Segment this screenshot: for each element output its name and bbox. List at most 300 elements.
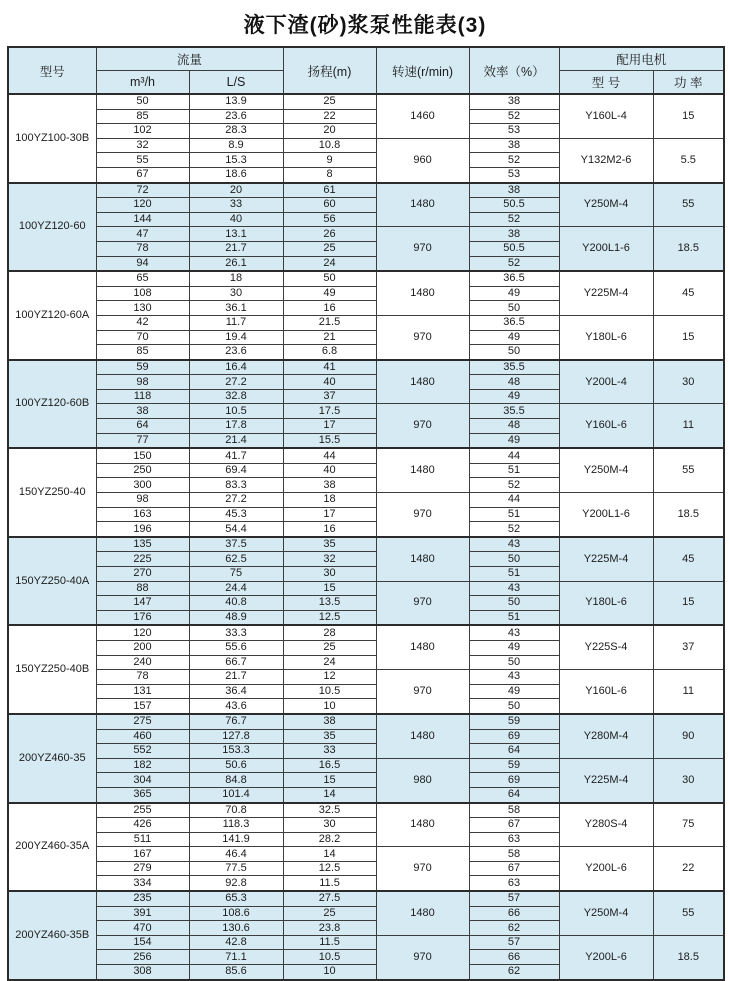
flow-ls-cell: 15.3 [189, 153, 283, 168]
flow-m3h-cell: 225 [96, 552, 189, 567]
motor-model-cell: Y200L1-6 [559, 227, 653, 271]
flow-m3h-cell: 50 [96, 94, 189, 109]
motor-power-cell: 22 [653, 847, 724, 891]
head-cell: 13.5 [283, 596, 376, 611]
table-row [8, 315, 724, 330]
flow-ls-cell: 83.3 [189, 478, 283, 493]
motor-power-cell: 15 [653, 581, 724, 625]
efficiency-cell: 44 [469, 493, 559, 508]
flow-m3h-cell: 250 [96, 463, 189, 478]
efficiency-cell: 50 [469, 699, 559, 714]
head-cell: 14 [283, 847, 376, 862]
model-group [8, 625, 724, 714]
efficiency-cell: 49 [469, 684, 559, 699]
speed-cell: 1460 [376, 94, 469, 138]
flow-ls-cell: 42.8 [189, 935, 283, 950]
table-row [8, 493, 724, 508]
head-cell: 50 [283, 271, 376, 286]
table-row [8, 138, 724, 153]
head-cell: 6.8 [283, 345, 376, 360]
head-cell: 27.5 [283, 891, 376, 906]
efficiency-cell: 67 [469, 861, 559, 876]
head-cell: 30 [283, 567, 376, 582]
motor-power-cell: 75 [653, 803, 724, 847]
speed-cell: 970 [376, 227, 469, 271]
motor-model-cell: Y225S-4 [559, 625, 653, 669]
flow-ls-cell: 27.2 [189, 375, 283, 390]
head-cell: 25 [283, 241, 376, 256]
efficiency-cell: 50 [469, 345, 559, 360]
flow-ls-cell: 37.5 [189, 537, 283, 552]
head-cell: 11.5 [283, 876, 376, 891]
head-cell: 17.5 [283, 404, 376, 419]
speed-cell: 1480 [376, 271, 469, 315]
motor-model-cell: Y160L-6 [559, 404, 653, 448]
head-cell: 38 [283, 714, 376, 729]
head-cell: 38 [283, 478, 376, 493]
efficiency-cell: 49 [469, 286, 559, 301]
flow-ls-cell: 21.7 [189, 670, 283, 685]
efficiency-cell: 51 [469, 463, 559, 478]
flow-m3h-cell: 65 [96, 271, 189, 286]
speed-cell: 970 [376, 404, 469, 448]
motor-model-cell: Y280M-4 [559, 714, 653, 758]
speed-cell: 1480 [376, 803, 469, 847]
model-cell: 100YZ120-60 [8, 183, 96, 272]
motor-power-cell: 90 [653, 714, 724, 758]
flow-m3h-cell: 200 [96, 640, 189, 655]
model-cell: 150YZ250-40B [8, 625, 96, 714]
flow-ls-cell: 65.3 [189, 891, 283, 906]
col-header-motor: 配用电机 [559, 47, 724, 71]
flow-m3h-cell: 279 [96, 861, 189, 876]
flow-m3h-cell: 38 [96, 404, 189, 419]
col-header-motor-power: 功 率 [653, 71, 724, 95]
flow-ls-cell: 130.6 [189, 921, 283, 936]
model-cell: 200YZ460-35B [8, 891, 96, 980]
flow-m3h-cell: 94 [96, 256, 189, 271]
flow-ls-cell: 33 [189, 198, 283, 213]
flow-ls-cell: 17.8 [189, 419, 283, 434]
head-cell: 12.5 [283, 610, 376, 625]
flow-m3h-cell: 154 [96, 935, 189, 950]
efficiency-cell: 52 [469, 153, 559, 168]
table-header [8, 47, 724, 94]
efficiency-cell: 66 [469, 950, 559, 965]
flow-m3h-cell: 98 [96, 375, 189, 390]
speed-cell: 980 [376, 758, 469, 802]
flow-m3h-cell: 78 [96, 241, 189, 256]
speed-cell: 960 [376, 138, 469, 182]
head-cell: 35 [283, 729, 376, 744]
motor-model-cell: Y280S-4 [559, 803, 653, 847]
efficiency-cell: 49 [469, 389, 559, 404]
flow-ls-cell: 127.8 [189, 729, 283, 744]
page-title: 液下渣(砂)浆泵性能表(3) [243, 14, 487, 37]
motor-model-cell: Y225M-4 [559, 271, 653, 315]
flow-ls-cell: 21.4 [189, 433, 283, 448]
efficiency-cell: 63 [469, 832, 559, 847]
motor-model-cell: Y132M2-6 [559, 138, 653, 182]
efficiency-cell: 49 [469, 330, 559, 345]
model-group [8, 803, 724, 892]
flow-m3h-cell: 135 [96, 537, 189, 552]
head-cell: 10.5 [283, 950, 376, 965]
head-cell: 25 [283, 94, 376, 109]
head-cell: 24 [283, 256, 376, 271]
table-row [8, 94, 724, 109]
flow-m3h-cell: 55 [96, 153, 189, 168]
head-cell: 15 [283, 581, 376, 596]
head-cell: 60 [283, 198, 376, 213]
speed-cell: 970 [376, 315, 469, 359]
flow-ls-cell: 66.7 [189, 655, 283, 670]
flow-m3h-cell: 470 [96, 921, 189, 936]
flow-ls-cell: 46.4 [189, 847, 283, 862]
head-cell: 25 [283, 640, 376, 655]
head-cell: 18 [283, 493, 376, 508]
head-cell: 24 [283, 655, 376, 670]
efficiency-cell: 59 [469, 758, 559, 773]
head-cell: 20 [283, 124, 376, 139]
table-row [8, 404, 724, 419]
flow-m3h-cell: 460 [96, 729, 189, 744]
flow-m3h-cell: 426 [96, 818, 189, 833]
head-cell: 26 [283, 227, 376, 242]
motor-power-cell: 55 [653, 183, 724, 227]
motor-model-cell: Y160L-4 [559, 94, 653, 138]
flow-ls-cell: 76.7 [189, 714, 283, 729]
flow-ls-cell: 50.6 [189, 758, 283, 773]
table-row [8, 360, 724, 375]
efficiency-cell: 63 [469, 876, 559, 891]
flow-ls-cell: 92.8 [189, 876, 283, 891]
speed-cell: 970 [376, 581, 469, 625]
flow-m3h-cell: 176 [96, 610, 189, 625]
head-cell: 40 [283, 463, 376, 478]
model-group [8, 360, 724, 449]
flow-ls-cell: 10.5 [189, 404, 283, 419]
efficiency-cell: 62 [469, 965, 559, 980]
flow-m3h-cell: 275 [96, 714, 189, 729]
head-cell: 49 [283, 286, 376, 301]
head-cell: 17 [283, 419, 376, 434]
flow-ls-cell: 26.1 [189, 256, 283, 271]
head-cell: 22 [283, 109, 376, 124]
model-cell: 200YZ460-35 [8, 714, 96, 803]
col-header-speed: 转速(r/min) [376, 47, 469, 94]
motor-power-cell: 55 [653, 891, 724, 935]
flow-m3h-cell: 32 [96, 138, 189, 153]
flow-ls-cell: 19.4 [189, 330, 283, 345]
flow-ls-cell: 32.8 [189, 389, 283, 404]
col-header-model: 型号 [8, 47, 96, 94]
model-cell: 100YZ120-60B [8, 360, 96, 449]
head-cell: 28.2 [283, 832, 376, 847]
efficiency-cell: 49 [469, 433, 559, 448]
model-cell: 100YZ120-60A [8, 271, 96, 360]
motor-model-cell: Y180L-6 [559, 315, 653, 359]
flow-ls-cell: 40.8 [189, 596, 283, 611]
flow-ls-cell: 16.4 [189, 360, 283, 375]
efficiency-cell: 51 [469, 507, 559, 522]
flow-m3h-cell: 77 [96, 433, 189, 448]
flow-m3h-cell: 304 [96, 773, 189, 788]
head-cell: 21.5 [283, 315, 376, 330]
efficiency-cell: 57 [469, 891, 559, 906]
head-cell: 10 [283, 965, 376, 980]
motor-model-cell: Y200L1-6 [559, 493, 653, 537]
head-cell: 14 [283, 787, 376, 802]
head-cell: 12 [283, 670, 376, 685]
motor-power-cell: 18.5 [653, 935, 724, 979]
efficiency-cell: 52 [469, 256, 559, 271]
efficiency-cell: 52 [469, 212, 559, 227]
flow-m3h-cell: 70 [96, 330, 189, 345]
efficiency-cell: 69 [469, 729, 559, 744]
flow-ls-cell: 75 [189, 567, 283, 582]
speed-cell: 970 [376, 670, 469, 714]
flow-ls-cell: 141.9 [189, 832, 283, 847]
model-group [8, 183, 724, 272]
flow-ls-cell: 153.3 [189, 744, 283, 759]
flow-ls-cell: 71.1 [189, 950, 283, 965]
efficiency-cell: 64 [469, 744, 559, 759]
motor-power-cell: 55 [653, 448, 724, 492]
head-cell: 15 [283, 773, 376, 788]
flow-m3h-cell: 196 [96, 522, 189, 537]
head-cell: 16 [283, 301, 376, 316]
flow-ls-cell: 84.8 [189, 773, 283, 788]
efficiency-cell: 62 [469, 921, 559, 936]
flow-m3h-cell: 144 [96, 212, 189, 227]
head-cell: 56 [283, 212, 376, 227]
table-row [8, 758, 724, 773]
flow-m3h-cell: 300 [96, 478, 189, 493]
efficiency-cell: 38 [469, 183, 559, 198]
flow-m3h-cell: 308 [96, 965, 189, 980]
efficiency-cell: 35.5 [469, 404, 559, 419]
head-cell: 10.8 [283, 138, 376, 153]
speed-cell: 1480 [376, 891, 469, 935]
flow-ls-cell: 8.9 [189, 138, 283, 153]
motor-model-cell: Y250M-4 [559, 183, 653, 227]
flow-ls-cell: 69.4 [189, 463, 283, 478]
flow-ls-cell: 45.3 [189, 507, 283, 522]
flow-m3h-cell: 72 [96, 183, 189, 198]
model-group [8, 448, 724, 537]
head-cell: 61 [283, 183, 376, 198]
flow-m3h-cell: 334 [96, 876, 189, 891]
head-cell: 8 [283, 167, 376, 182]
pump-table [7, 46, 725, 981]
motor-power-cell: 15 [653, 315, 724, 359]
flow-m3h-cell: 102 [96, 124, 189, 139]
efficiency-cell: 53 [469, 124, 559, 139]
motor-model-cell: Y225M-4 [559, 537, 653, 581]
efficiency-cell: 38 [469, 227, 559, 242]
speed-cell: 970 [376, 493, 469, 537]
flow-m3h-cell: 552 [96, 744, 189, 759]
flow-m3h-cell: 118 [96, 389, 189, 404]
flow-ls-cell: 48.9 [189, 610, 283, 625]
flow-ls-cell: 18 [189, 271, 283, 286]
flow-m3h-cell: 85 [96, 345, 189, 360]
flow-ls-cell: 41.7 [189, 448, 283, 463]
efficiency-cell: 38 [469, 94, 559, 109]
model-group [8, 271, 724, 360]
head-cell: 35 [283, 537, 376, 552]
col-header-flow-m3h: m³/h [96, 71, 189, 95]
flow-ls-cell: 30 [189, 286, 283, 301]
efficiency-cell: 52 [469, 478, 559, 493]
efficiency-cell: 52 [469, 109, 559, 124]
motor-model-cell: Y250M-4 [559, 891, 653, 935]
model-group [8, 94, 724, 183]
flow-m3h-cell: 365 [96, 787, 189, 802]
flow-m3h-cell: 182 [96, 758, 189, 773]
efficiency-cell: 53 [469, 167, 559, 182]
flow-m3h-cell: 78 [96, 670, 189, 685]
flow-ls-cell: 77.5 [189, 861, 283, 876]
head-cell: 32.5 [283, 803, 376, 818]
flow-m3h-cell: 47 [96, 227, 189, 242]
head-cell: 33 [283, 744, 376, 759]
flow-ls-cell: 36.1 [189, 301, 283, 316]
efficiency-cell: 43 [469, 581, 559, 596]
col-header-motor-model: 型 号 [559, 71, 653, 95]
head-cell: 12.5 [283, 861, 376, 876]
speed-cell: 1480 [376, 714, 469, 758]
table-row [8, 271, 724, 286]
flow-ls-cell: 21.7 [189, 241, 283, 256]
flow-m3h-cell: 167 [96, 847, 189, 862]
col-header-efficiency: 效率（%） [469, 47, 559, 94]
efficiency-cell: 35.5 [469, 360, 559, 375]
flow-m3h-cell: 98 [96, 493, 189, 508]
head-cell: 23.8 [283, 921, 376, 936]
motor-power-cell: 45 [653, 537, 724, 581]
flow-m3h-cell: 256 [96, 950, 189, 965]
head-cell: 21 [283, 330, 376, 345]
head-cell: 32 [283, 552, 376, 567]
speed-cell: 970 [376, 935, 469, 979]
motor-power-cell: 18.5 [653, 493, 724, 537]
efficiency-cell: 50.5 [469, 198, 559, 213]
table-row [8, 803, 724, 818]
flow-m3h-cell: 147 [96, 596, 189, 611]
model-group [8, 714, 724, 803]
flow-m3h-cell: 59 [96, 360, 189, 375]
head-cell: 16.5 [283, 758, 376, 773]
motor-model-cell: Y200L-6 [559, 935, 653, 979]
efficiency-cell: 48 [469, 419, 559, 434]
table-row [8, 714, 724, 729]
efficiency-cell: 38 [469, 138, 559, 153]
flow-m3h-cell: 64 [96, 419, 189, 434]
flow-ls-cell: 85.6 [189, 965, 283, 980]
head-cell: 25 [283, 906, 376, 921]
head-cell: 15.5 [283, 433, 376, 448]
efficiency-cell: 67 [469, 818, 559, 833]
flow-ls-cell: 33.3 [189, 625, 283, 640]
flow-m3h-cell: 240 [96, 655, 189, 670]
flow-m3h-cell: 511 [96, 832, 189, 847]
efficiency-cell: 43 [469, 625, 559, 640]
flow-m3h-cell: 42 [96, 315, 189, 330]
flow-ls-cell: 54.4 [189, 522, 283, 537]
flow-m3h-cell: 88 [96, 581, 189, 596]
efficiency-cell: 57 [469, 935, 559, 950]
flow-ls-cell: 101.4 [189, 787, 283, 802]
speed-cell: 1480 [376, 183, 469, 227]
table-row [8, 625, 724, 640]
efficiency-cell: 51 [469, 567, 559, 582]
flow-m3h-cell: 235 [96, 891, 189, 906]
motor-model-cell: Y200L-4 [559, 360, 653, 404]
efficiency-cell: 48 [469, 375, 559, 390]
model-group [8, 891, 724, 980]
head-cell: 40 [283, 375, 376, 390]
efficiency-cell: 50 [469, 655, 559, 670]
header-row-1 [8, 47, 724, 71]
efficiency-cell: 49 [469, 640, 559, 655]
motor-power-cell: 5.5 [653, 138, 724, 182]
efficiency-cell: 58 [469, 803, 559, 818]
flow-ls-cell: 23.6 [189, 345, 283, 360]
motor-model-cell: Y180L-6 [559, 581, 653, 625]
flow-ls-cell: 36.4 [189, 684, 283, 699]
efficiency-cell: 59 [469, 714, 559, 729]
head-cell: 10 [283, 699, 376, 714]
efficiency-cell: 44 [469, 448, 559, 463]
efficiency-cell: 66 [469, 906, 559, 921]
flow-ls-cell: 43.6 [189, 699, 283, 714]
col-header-flow: 流量 [96, 47, 283, 71]
flow-ls-cell: 28.3 [189, 124, 283, 139]
flow-ls-cell: 24.4 [189, 581, 283, 596]
flow-m3h-cell: 108 [96, 286, 189, 301]
flow-m3h-cell: 85 [96, 109, 189, 124]
motor-model-cell: Y160L-6 [559, 670, 653, 714]
flow-m3h-cell: 157 [96, 699, 189, 714]
flow-m3h-cell: 120 [96, 625, 189, 640]
efficiency-cell: 51 [469, 610, 559, 625]
flow-m3h-cell: 130 [96, 301, 189, 316]
table-row [8, 847, 724, 862]
motor-model-cell: Y225M-4 [559, 758, 653, 802]
table-row [8, 581, 724, 596]
flow-m3h-cell: 255 [96, 803, 189, 818]
motor-power-cell: 45 [653, 271, 724, 315]
flow-ls-cell: 62.5 [189, 552, 283, 567]
head-cell: 30 [283, 818, 376, 833]
motor-power-cell: 15 [653, 94, 724, 138]
efficiency-cell: 36.5 [469, 271, 559, 286]
motor-model-cell: Y250M-4 [559, 448, 653, 492]
efficiency-cell: 43 [469, 670, 559, 685]
model-cell: 150YZ250-40A [8, 537, 96, 626]
table-row [8, 935, 724, 950]
efficiency-cell: 69 [469, 773, 559, 788]
flow-m3h-cell: 391 [96, 906, 189, 921]
efficiency-cell: 43 [469, 537, 559, 552]
motor-power-cell: 37 [653, 625, 724, 669]
efficiency-cell: 50 [469, 301, 559, 316]
efficiency-cell: 58 [469, 847, 559, 862]
flow-m3h-cell: 131 [96, 684, 189, 699]
flow-ls-cell: 70.8 [189, 803, 283, 818]
